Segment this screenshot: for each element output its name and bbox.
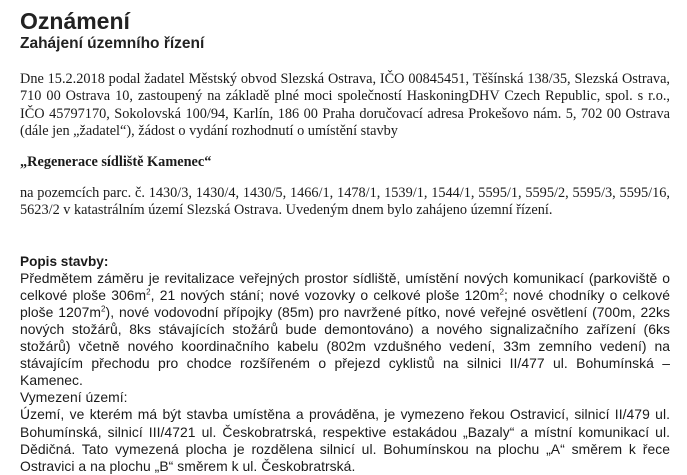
description-part-2: , 21 nových stání; nové vozovky o celkové ploše 120m	[150, 286, 500, 303]
announcement-document	[20, 8, 670, 475]
parcels-paragraph: na pozemcích parc. č. 1430/3, 1430/4, 1430/5, 1466/1, 1478/1, 1539/1, 1544/1, 5595/1, 5595/2, 5595/3, 5595/16, 5623/2 v katastrálním území Slezská Ostrava. Uvedeným dnem bylo zahájeno územní řízení.	[20, 184, 670, 219]
area-label: Vymezení území:	[20, 389, 128, 406]
superscript-3: 2	[101, 304, 106, 314]
description-paragraph	[20, 270, 670, 390]
section-heading-description: Popis stavby:	[20, 253, 109, 269]
document-subtitle: Zahájení územního řízení	[20, 35, 205, 52]
superscript-1: 2	[146, 287, 151, 297]
description-part-1: Předmětem záměru je revitalizace veřejných prostor sídliště, umístění nových komunikací (parkoviště o celkové ploše 306m	[20, 269, 670, 303]
superscript-2: 2	[499, 287, 504, 297]
project-name: „Regenerace sídliště Kamenec“	[20, 153, 212, 170]
description-part-4: ), nové vodovodní přípojky (85m) pro navržené pítko, nové veřejné osvětlení (700m, 22ks nových stožárů, 8ks stávajících stožárů bude demontováno) a nového signalizačního zařízení (6ks stožárů) včetně nového koordinačního kabelu (802m vzdušného vedení, 33m zemního vedení) na stávajícím přechodu pro chodce rozšířeném o přejezd cyklistů na silnici II/477 ul. Bohumínská – Kamenec.	[20, 303, 671, 389]
document-title: Oznámení	[20, 8, 130, 34]
area-paragraph: Území, ve kterém má být stavba umístěna a prováděna, je vymezeno řekou Ostravicí, silnicí II/479 ul. Bohumínská, silnicí III/4721 ul. Českobratrská, respektive estakádou „Bazaly“ a místní komunikací ul. Dědičná. Tato vymezená plocha je rozdělena silnicí ul. Bohumínskou na plochu „A“ směrem k řece Ostravici a na plochu „B“ směrem k ul. Českobratrská.	[20, 406, 670, 474]
description-part-3: ; nové chodníky o celkové ploše 1207m	[20, 286, 670, 320]
intro-paragraph: Dne 15.2.2018 podal žadatel Městský obvod Slezská Ostrava, IČO 00845451, Těšínská 138/35, Slezská Ostrava, 710 00 Ostrava 10, zastoupený na základě plné moci společností HaskoningDHV Czech Republic, spol. s r.o., IČO 45797170, Sokolovská 100/94, Karlín, 186 00 Praha doručovací adresa Prokešovo nám. 5, 702 00 Ostrava (dále jen „žadatel“), žádost o vydání rozhodnutí o umístění stavby	[20, 71, 670, 140]
